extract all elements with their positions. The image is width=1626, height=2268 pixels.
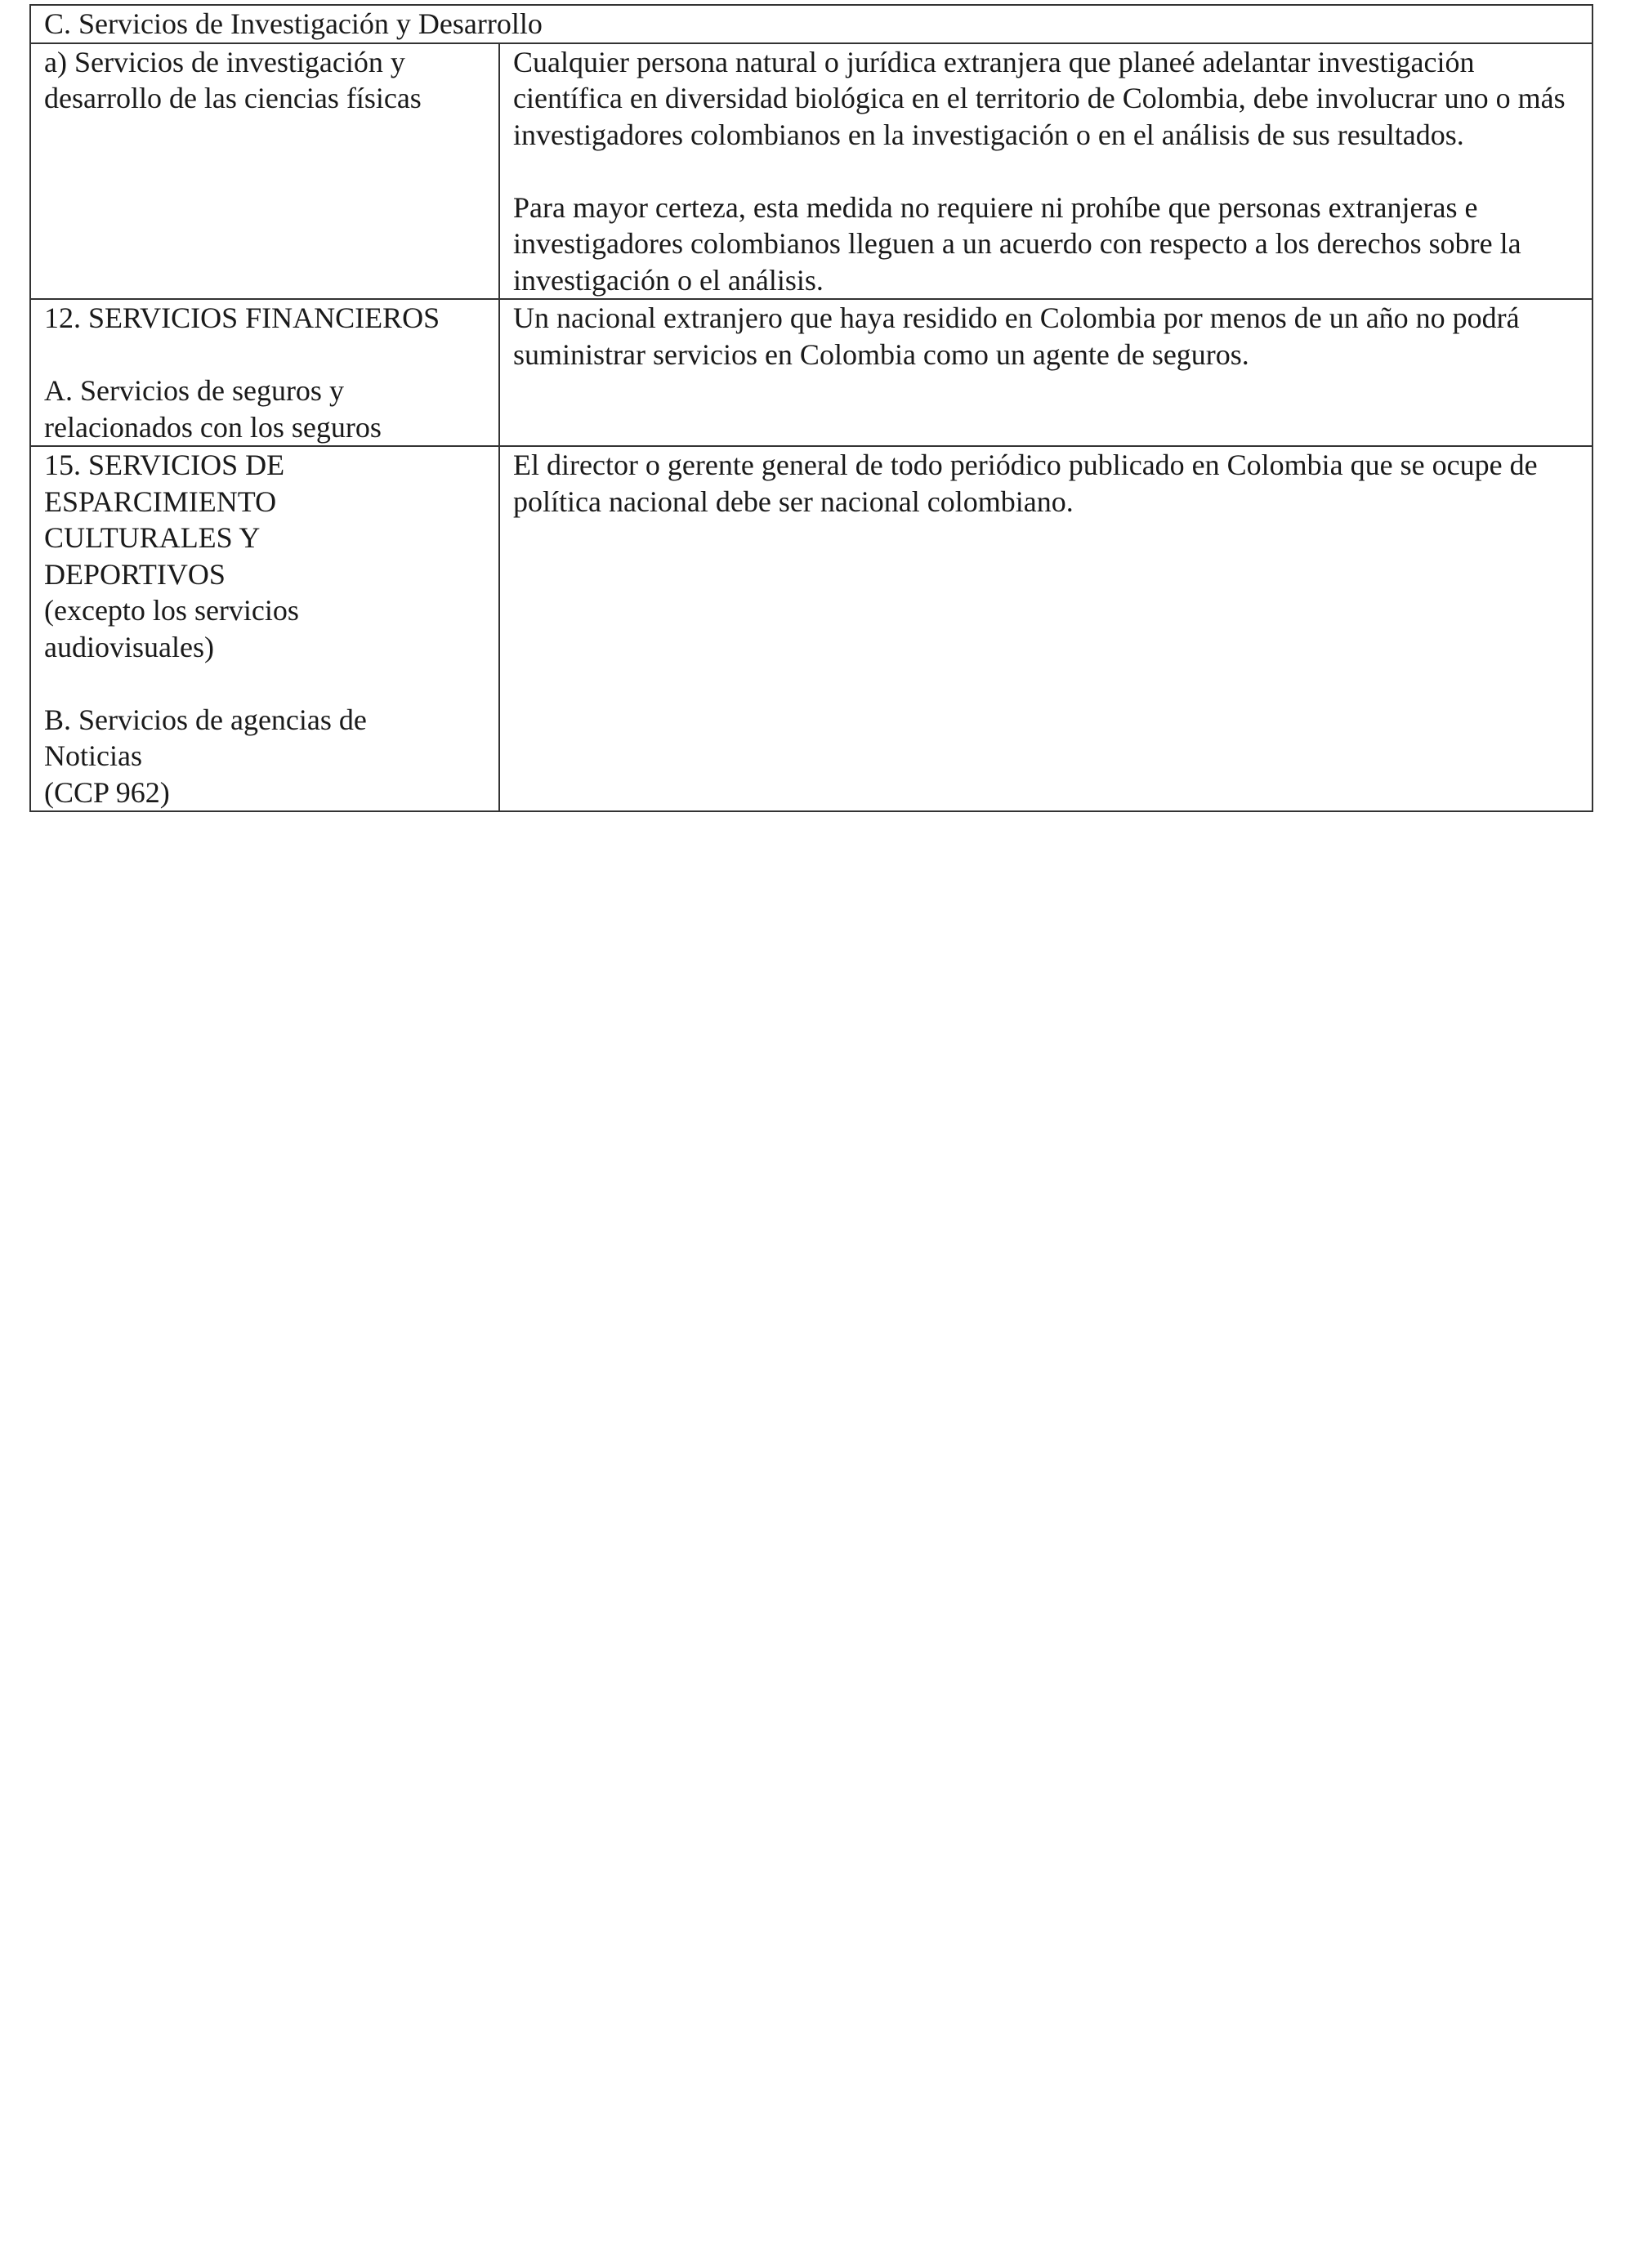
measure-text: Para mayor certeza, esta medida no requiere ni prohíbe que personas extranjeras e investigadores colombianos lleguen a un acuerdo con respecto a los derechos sobre la investigación o el análisis. [513, 190, 1521, 297]
measure-text: El director o gerente general de todo periódico publicado en Colombia que se ocupe de política nacional debe ser nacional colombiano. [513, 449, 1538, 518]
measure-cell [499, 299, 1592, 446]
measure-text: Cualquier persona natural o jurídica extranjera que planeé adelantar investigación científica en diversidad biológica en el territorio de Colombia, debe involucrar uno o más investigadores colombianos en la investigación o en el análisis de sus resultados. [513, 45, 1566, 151]
section-header-cell [30, 5, 1592, 43]
section-header: C. Servicios de Investigación y Desarrollo [44, 7, 543, 40]
measure-text: Un nacional extranjero que haya residido en Colombia por menos de un año no podrá suministrar servicios en Colombia como un agente de seguros. [513, 301, 1520, 371]
section-header-row [30, 5, 1592, 43]
sector-heading: 12. SERVICIOS FINANCIEROS [44, 301, 440, 334]
table-row [30, 43, 1592, 300]
table-row [30, 446, 1592, 811]
paragraph-gap [44, 665, 485, 702]
measure-cell [499, 43, 1592, 300]
sector-cell [30, 299, 499, 446]
sector-subsector: B. Servicios de agencias de Noticias (CCP 962) [44, 703, 367, 809]
measure-cell [499, 446, 1592, 811]
sector-cell [30, 43, 499, 300]
sector-heading: 15. SERVICIOS DE ESPARCIMIENTO CULTURALES Y DEPORTIVOS (excepto los servicios audiovisuales) [44, 449, 299, 663]
sector-text: a) Servicios de investigación y desarrollo de las ciencias físicas [44, 45, 422, 114]
paragraph-gap [513, 153, 1579, 190]
table-row [30, 299, 1592, 446]
sector-cell [30, 446, 499, 811]
reservations-table [29, 4, 1593, 812]
sector-subsector: A. Servicios de seguros y relacionados con los seguros [44, 374, 382, 444]
paragraph-gap [44, 337, 485, 373]
